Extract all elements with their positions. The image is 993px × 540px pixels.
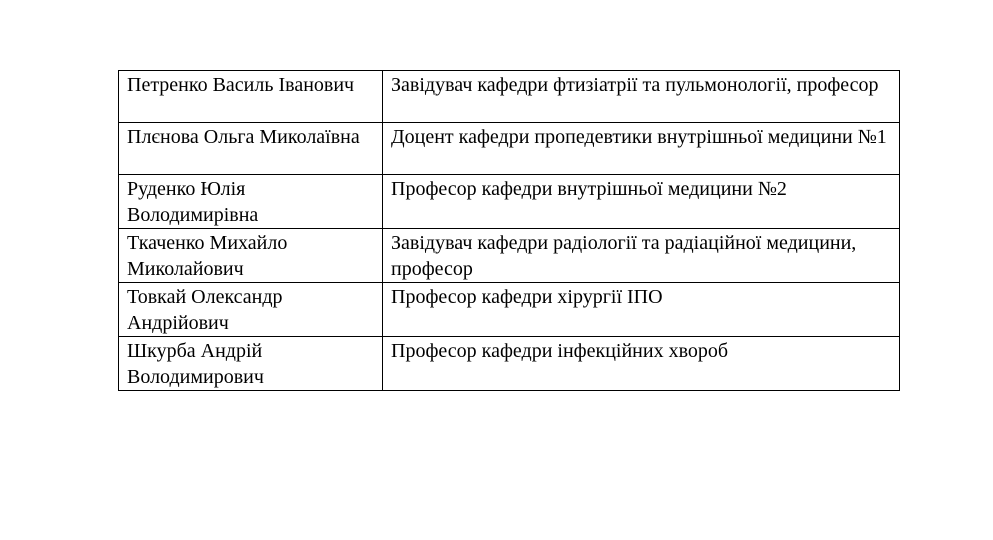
staff-position-cell: Доцент кафедри пропедевтики внутрішньої медицини №1 [383, 123, 900, 175]
table-row [119, 229, 900, 283]
table-row [119, 71, 900, 123]
table-row [119, 175, 900, 229]
staff-name-cell: Ткаченко Михайло Миколайович [119, 229, 383, 283]
staff-name-cell: Руденко Юлія Володимирівна [119, 175, 383, 229]
table-row [119, 123, 900, 175]
staff-name-cell: Плєнова Ольга Миколаївна [119, 123, 383, 175]
staff-position-cell: Завідувач кафедри фтизіатрії та пульмонології, професор [383, 71, 900, 123]
staff-name-cell: Петренко Василь Іванович [119, 71, 383, 123]
table-row [119, 283, 900, 337]
staff-name-cell: Шкурба Андрій Володимирович [119, 337, 383, 391]
staff-position-cell: Професор кафедри хірургії ІПО [383, 283, 900, 337]
staff-position-cell: Професор кафедри внутрішньої медицини №2 [383, 175, 900, 229]
staff-position-cell: Завідувач кафедри радіології та радіаційної медицини, професор [383, 229, 900, 283]
table-row [119, 337, 900, 391]
staff-position-cell: Професор кафедри інфекційних хвороб [383, 337, 900, 391]
staff-table [118, 70, 900, 391]
staff-name-cell: Товкай Олександр Андрійович [119, 283, 383, 337]
staff-table-body [119, 71, 900, 391]
